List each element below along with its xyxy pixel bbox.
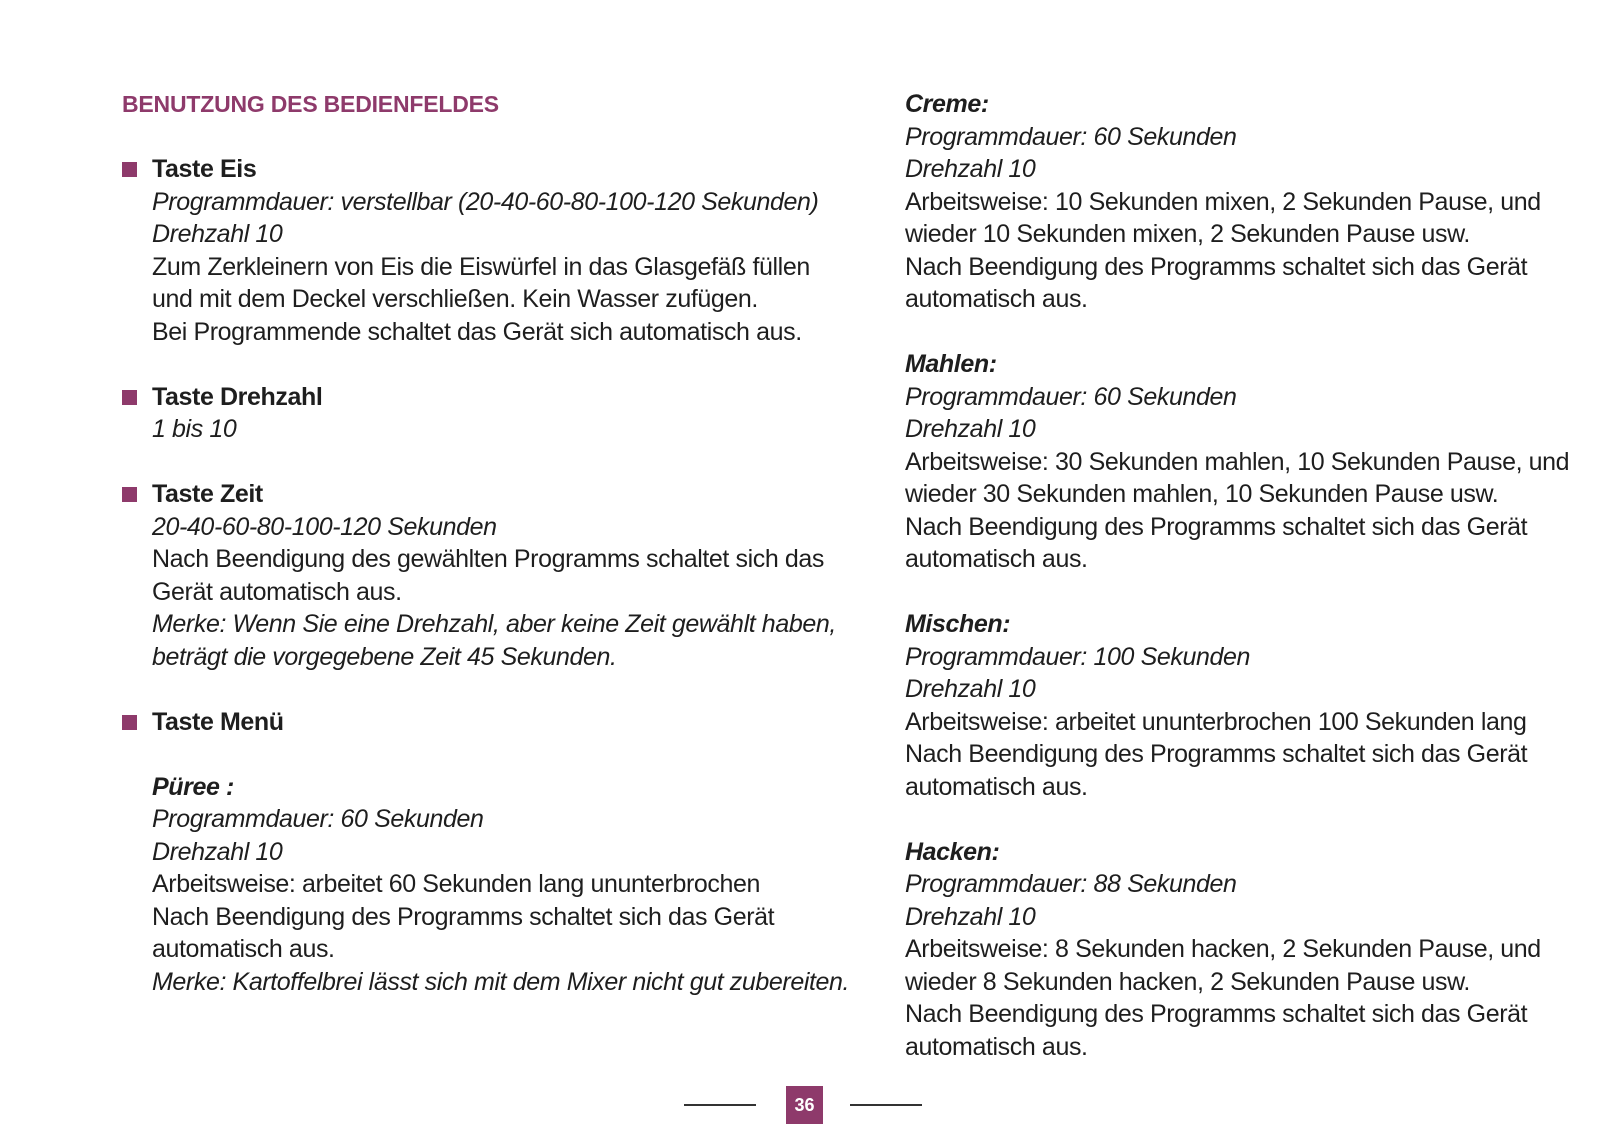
mischen-line: Nach Beendigung des Programms schaltet sich das Gerät — [905, 740, 1528, 768]
zeit-line: Gerät automatisch aus. — [152, 577, 402, 606]
mischen-line: automatisch aus. — [905, 772, 1088, 801]
creme-line: Nach Beendigung des Programms schaltet sich das Gerät — [905, 252, 1528, 281]
puree-note: Merke: Kartoffelbrei lässt sich mit dem Mixer nicht gut zubereiten. — [152, 967, 850, 996]
creme-line: automatisch aus. — [905, 285, 1088, 313]
taste-menu-title: Taste Menü — [152, 707, 284, 736]
hacken-line: Arbeitsweise: 8 Sekunden hacken, 2 Sekunden Pause, und — [905, 935, 1541, 963]
eis-duration: Programmdauer: verstellbar (20-40-60-80-100-120 Sekunden) — [152, 187, 819, 216]
square-bullet-icon — [122, 487, 137, 502]
creme-title: Creme: — [905, 90, 989, 118]
square-bullet-icon — [122, 390, 137, 405]
eis-line: Bei Programmende schaltet das Gerät sich automatisch aus. — [152, 317, 802, 346]
mahlen-line: Nach Beendigung des Programms schaltet sich das Gerät — [905, 512, 1528, 541]
footer-rule-right — [850, 1104, 922, 1106]
right-column — [905, 88, 1570, 1063]
mahlen-speed: Drehzahl 10 — [905, 415, 1036, 443]
page-footer — [684, 1086, 924, 1126]
zeit-note: Merke: Wenn Sie eine Drehzahl, aber keine Zeit gewählt haben, — [152, 610, 836, 638]
mahlen-line: automatisch aus. — [905, 545, 1088, 573]
mahlen-line: Arbeitsweise: 30 Sekunden mahlen, 10 Sekunden Pause, und — [905, 447, 1570, 476]
square-bullet-icon — [122, 162, 137, 177]
hacken-line: automatisch aus. — [905, 1032, 1088, 1061]
square-bullet-icon — [122, 715, 137, 730]
page-number: 36 — [786, 1086, 823, 1124]
creme-line: Arbeitsweise: 10 Sekunden mixen, 2 Sekunden Pause, und — [905, 187, 1541, 216]
mischen-speed: Drehzahl 10 — [905, 675, 1036, 703]
mischen-title: Mischen: — [905, 610, 1011, 638]
hacken-speed: Drehzahl 10 — [905, 902, 1036, 931]
puree-line: Nach Beendigung des Programms schaltet sich das Gerät — [152, 902, 775, 931]
zeit-note: beträgt die vorgegebene Zeit 45 Sekunden. — [152, 642, 617, 671]
footer-rule-left — [684, 1104, 756, 1106]
left-column — [122, 88, 850, 998]
puree-title: Püree : — [152, 772, 234, 801]
taste-drehzahl-title: Taste Drehzahl — [152, 382, 323, 411]
section-title: BENUTZUNG DES BEDIENFELDES — [122, 91, 499, 117]
hacken-title: Hacken: — [905, 837, 1000, 866]
mahlen-title: Mahlen: — [905, 350, 997, 378]
eis-line: und mit dem Deckel verschließen. Kein Wasser zufügen. — [152, 285, 758, 313]
creme-duration: Programmdauer: 60 Sekunden — [905, 122, 1237, 151]
creme-line: wieder 10 Sekunden mixen, 2 Sekunden Pause usw. — [905, 220, 1470, 248]
puree-duration: Programmdauer: 60 Sekunden — [152, 805, 484, 833]
drehzahl-range: 1 bis 10 — [152, 415, 237, 443]
taste-drehzahl-heading — [122, 381, 742, 414]
hacken-line: Nach Beendigung des Programms schaltet sich das Gerät — [905, 1000, 1528, 1028]
taste-eis-title: Taste Eis — [152, 155, 257, 183]
zeit-line: Nach Beendigung des gewählten Programms schaltet sich das — [152, 545, 825, 573]
taste-zeit-heading — [122, 478, 742, 511]
zeit-values: 20-40-60-80-100-120 Sekunden — [152, 512, 497, 541]
puree-line: automatisch aus. — [152, 935, 335, 963]
mischen-line: Arbeitsweise: arbeitet ununterbrochen 100 Sekunden lang — [905, 707, 1527, 736]
eis-speed: Drehzahl 10 — [152, 220, 283, 248]
taste-menu-heading — [122, 706, 742, 739]
hacken-line: wieder 8 Sekunden hacken, 2 Sekunden Pause usw. — [905, 967, 1470, 996]
taste-eis-heading — [122, 153, 742, 186]
creme-speed: Drehzahl 10 — [905, 155, 1036, 183]
puree-line: Arbeitsweise: arbeitet 60 Sekunden lang ununterbrochen — [152, 870, 760, 898]
eis-line: Zum Zerkleinern von Eis die Eiswürfel in das Glasgefäß füllen — [152, 252, 810, 281]
hacken-duration: Programmdauer: 88 Sekunden — [905, 870, 1237, 898]
taste-zeit-title: Taste Zeit — [152, 480, 263, 508]
mahlen-duration: Programmdauer: 60 Sekunden — [905, 382, 1237, 411]
mahlen-line: wieder 30 Sekunden mahlen, 10 Sekunden Pause usw. — [905, 480, 1499, 508]
mischen-duration: Programmdauer: 100 Sekunden — [905, 642, 1250, 671]
puree-speed: Drehzahl 10 — [152, 837, 283, 866]
